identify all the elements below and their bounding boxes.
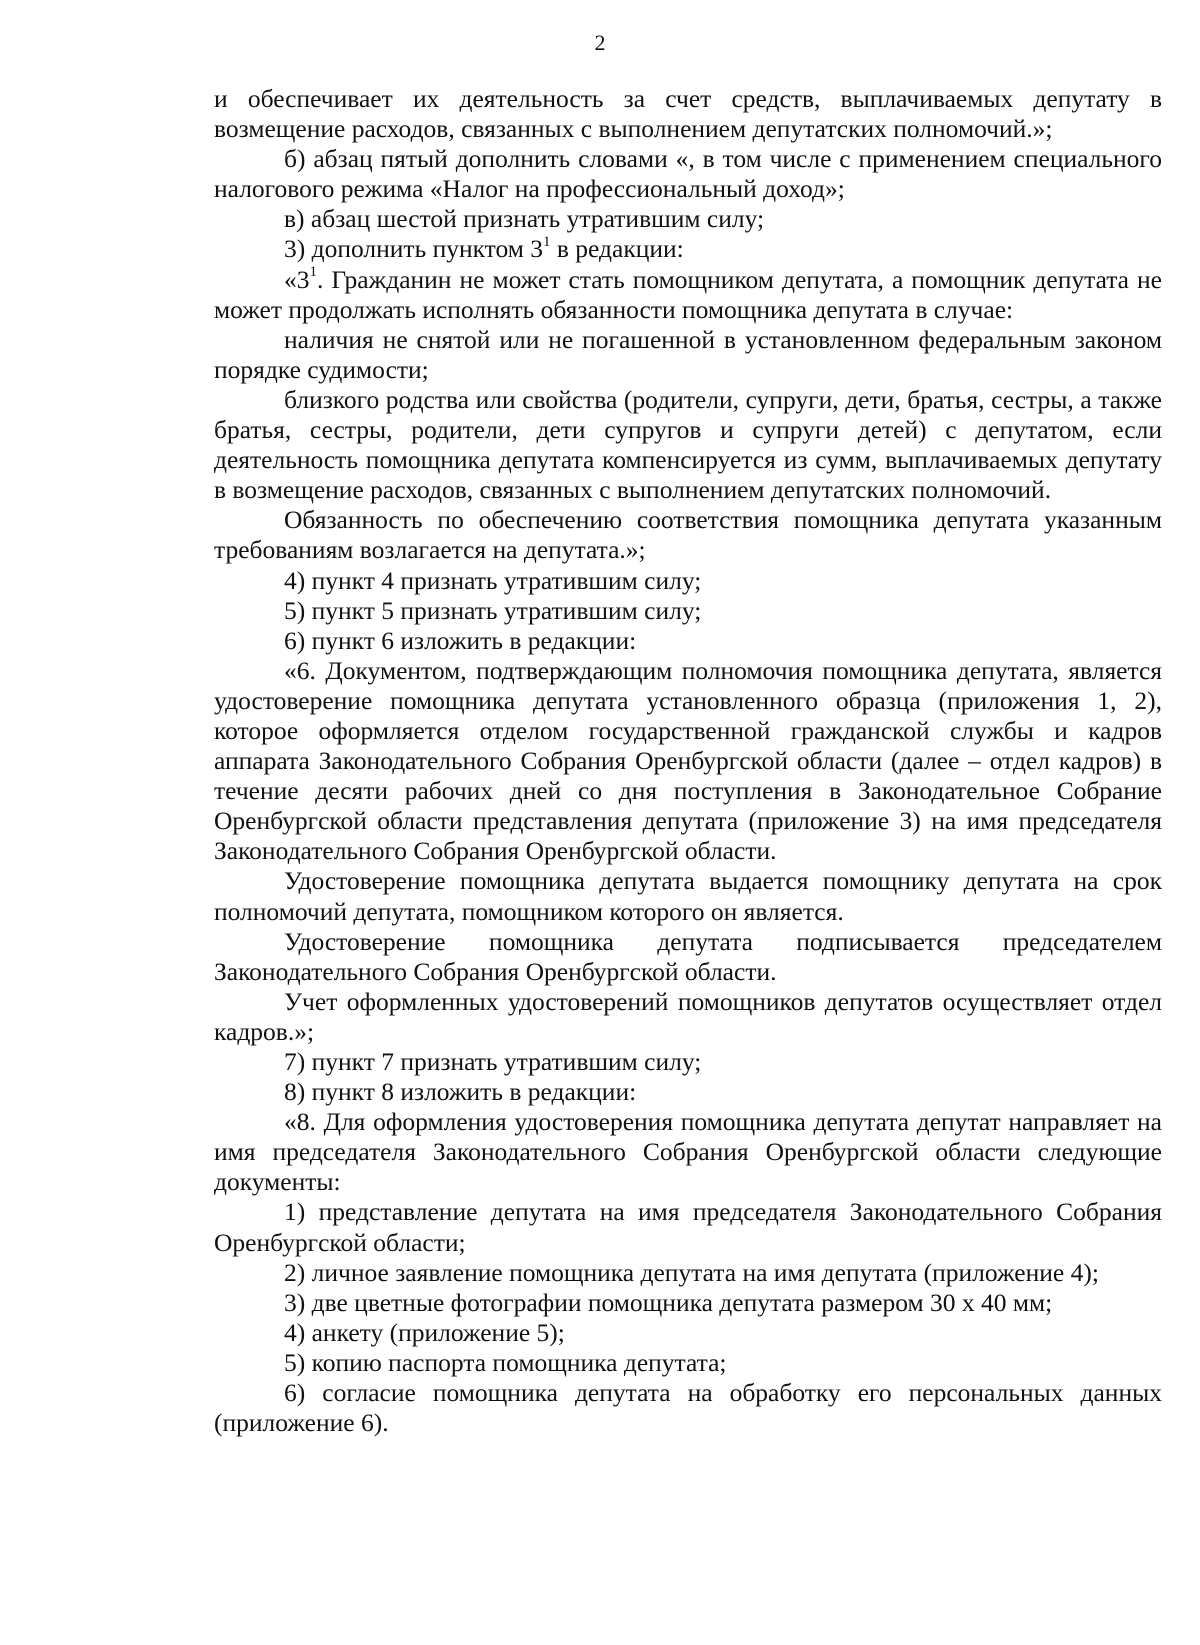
paragraph-text: 5) копию паспорта помощника депутата; <box>284 1347 727 1377</box>
paragraph-text: «8. Для оформления удостоверения помощника депутата депутат направляет на имя председателя Законодательного Собрания Оренбургской области следующие документы: <box>214 1107 1162 1197</box>
paragraph <box>214 1107 1162 1197</box>
paragraph <box>214 1318 1162 1348</box>
paragraph-text: «6. Документом, подтверждающим полномочия помощника депутата, является удостоверение помощника депутата установленного образца (приложения 1, 2), которое оформляется отделом государственной гражданской службы и кадров аппарата Законодательного Собрания Оренбургской области (далее – отдел кадров) в течение десяти рабочих дней со дня поступления в Законодательное Собрание Оренбургской области представления депутата (приложение 3) на имя председателя Законодательного Собрания Оренбургской области. <box>214 655 1162 866</box>
paragraph <box>214 385 1162 505</box>
paragraph-text: 5) пункт 5 признать утратившим силу; <box>284 595 702 625</box>
paragraph-text: близкого родства или свойства (родители, супруги, дети, братья, сестры, а также братья, сестры, родители, дети супругов и супруги детей) с депутатом, если деятельность помощника депутата компенсируется из сумм, выплачиваемых депутату в возмещение расходов, связанных с выполнением депутатских полномочий. <box>214 384 1162 505</box>
paragraph-text: Удостоверение помощника депутата выдается помощнику депутата на срок полномочий депутата, помощником которого он является. <box>214 866 1162 926</box>
paragraph-text: 4) пункт 4 признать утратившим силу; <box>284 565 702 595</box>
paragraph-text: и обеспечивает их деятельность за счет средств, выплачиваемых депутату в возмещение расходов, связанных с выполнением депутатских полномочий.»; <box>214 84 1162 144</box>
paragraph-text: 6) согласие помощника депутата на обработку его персональных данных (приложение 6). <box>214 1378 1162 1438</box>
paragraph-text: в) абзац шестой признать утратившим силу; <box>284 204 765 234</box>
paragraph-text: 2) личное заявление помощника депутата на имя депутата (приложение 4); <box>284 1257 1099 1287</box>
paragraph <box>214 656 1162 867</box>
page-number: 2 <box>594 30 606 55</box>
paragraph <box>214 204 1162 234</box>
paragraph-text: б) абзац пятый дополнить словами «, в том числе с применением специального налогового режима «Налог на профессиональный доход»; <box>214 144 1162 204</box>
paragraph <box>214 1288 1162 1318</box>
paragraph <box>214 626 1162 656</box>
paragraph-text: 1) представление депутата на имя председателя Законодательного Собрания Оренбургской области; <box>214 1197 1162 1257</box>
paragraph <box>214 1197 1162 1257</box>
paragraph-text-continued: . Гражданин не может стать помощником депутата, а помощник депутата не может продолжать исполнять обязанности помощника депутата в случае: <box>214 264 1162 324</box>
paragraph <box>214 1348 1162 1378</box>
paragraph <box>214 325 1162 385</box>
paragraph <box>214 1258 1162 1288</box>
paragraph-text: «3 <box>284 264 310 294</box>
superscript: 1 <box>543 233 551 250</box>
paragraph <box>214 1047 1162 1077</box>
paragraph-text: 8) пункт 8 изложить в редакции: <box>284 1077 637 1107</box>
paragraph <box>214 265 1162 325</box>
paragraph <box>214 927 1162 987</box>
paragraph <box>214 234 1162 264</box>
paragraph <box>214 596 1162 626</box>
paragraph <box>214 566 1162 596</box>
paragraph-text: 3) две цветные фотографии помощника депутата размером 30 х 40 мм; <box>284 1287 1053 1317</box>
paragraph-text-continued: в редакции: <box>550 234 684 264</box>
document-body <box>214 84 1162 1438</box>
paragraph-text: Учет оформленных удостоверений помощников депутатов осуществляет отдел кадров.»; <box>214 986 1162 1046</box>
paragraph <box>214 987 1162 1047</box>
paragraph-text: 6) пункт 6 изложить в редакции: <box>284 625 637 655</box>
paragraph-text: 4) анкету (приложение 5); <box>284 1317 565 1347</box>
paragraph-text: Обязанность по обеспечению соответствия помощника депутата указанным требованиям возлагается на депутата.»; <box>214 505 1162 565</box>
paragraph-text: наличия не снятой или не погашенной в установленном федеральным законом порядке судимости; <box>214 324 1162 384</box>
superscript: 1 <box>309 264 317 281</box>
paragraph <box>214 1077 1162 1107</box>
paragraph <box>214 866 1162 926</box>
paragraph-text: Удостоверение помощника депутата подписывается председателем Законодательного Собрания Оренбургской области. <box>214 926 1162 986</box>
paragraph <box>214 84 1162 144</box>
paragraph <box>214 505 1162 565</box>
paragraph <box>214 144 1162 204</box>
paragraph-text: 7) пункт 7 признать утратившим силу; <box>284 1047 702 1076</box>
paragraph <box>214 1378 1162 1438</box>
paragraph-text: 3) дополнить пунктом 3 <box>284 234 543 264</box>
